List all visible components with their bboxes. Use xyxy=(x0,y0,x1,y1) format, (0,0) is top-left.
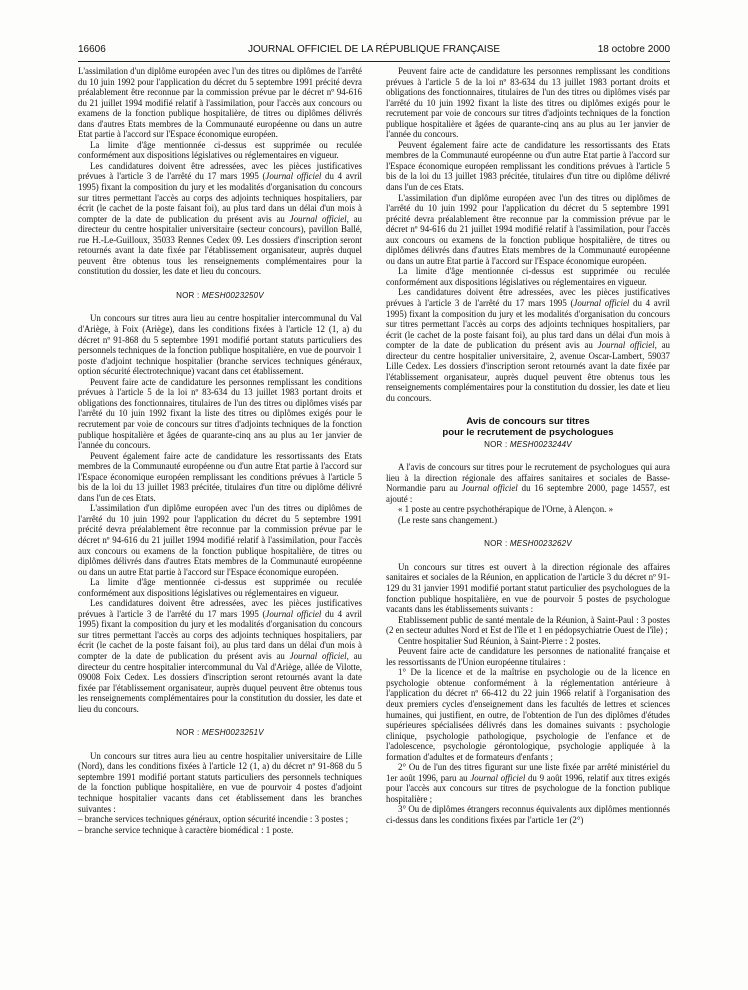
paragraph: (Le reste sans changement.) xyxy=(398,514,498,525)
right-column xyxy=(386,66,670,826)
paragraph: La limite d'âge mentionnée ci-dessus est supprimée ou reculée conformément aux dispositions législatives ou réglementaires en vigueur. xyxy=(78,577,362,598)
paragraph: Peuvent faire acte de candidature les personnes remplissant les conditions prévues à l'article 5 de la loi nº 83-634 du 13 juillet 1983 portant droits et obligations des fonctionnaires, titulaires de l'un des titres ou diplômes visés par l'arrêté du 10 juin 1992 fixant la liste des titres ou diplômes exigés pour le recrutement par voie de concours sur titres d'adjoints techniques de la fonction publique hospitalière et âgées de quarante-cinq ans au plus au 1er janvier de l'année du concours. xyxy=(78,376,362,451)
paragraph: Peuvent faire acte de candidature les personnes remplissant les conditions prévues à l'article 5 de la loi nº 83-634 du 13 juillet 1983 portant droits et obligations des fonctionnaires, titulaires de l'un des titres ou diplômes visés par l'arrêté du 10 juin 1992 fixant la liste des titres ou diplômes exigés pour le recrutement par voie de concours sur titres d'adjoints techniques de la fonction publique hospitalière et âgées de quarante-cinq ans au plus au 1er janvier de l'année du concours. xyxy=(386,66,670,140)
nor-reference: NOR : MESH0023262V xyxy=(484,539,572,549)
paragraph: L'assimilation d'un diplôme européen avec l'un des titres ou diplômes de l'arrêté du 10 juin 1992 pour l'application du décret du 5 septembre 1991 précité devra préalablement être reconnue par la commission prévue par le décret nº 94-616 du 21 juillet 1994 modifié relatif à l'assimilation, pour l'accès aux concours ou examens de la fonction publique hospitalière, de titres ou diplômes délivrés dans d'autres Etats membres de la Communauté européenne ou dans un autre Etat partie à l'accord sur l'Espace économique européen. xyxy=(386,192,670,266)
paragraph: Peuvent faire acte de candidature les personnes de nationalité française et les ressortissants de l'Union européenne titulaires : xyxy=(386,646,670,667)
journal-title: JOURNAL OFFICIEL DE LA RÉPUBLIQUE FRANÇAISE xyxy=(247,44,501,55)
header-rule xyxy=(78,61,670,62)
paragraph: L'assimilation d'un diplôme européen avec l'un des titres ou diplômes de l'arrêté du 10 juin 1992 pour l'application du décret du 5 septembre 1991 précité devra préalablement être reconnue par la commission prévue par le décret nº 94-616 du 21 juillet 1994 modifié relatif à l'assimilation, pour l'accès aux concours ou examens de la fonction publique hospitalière, de titres ou diplômes délivrés dans d'autres Etats membres de la Communauté européenne ou dans un autre Etat partie à l'accord sur l'Espace économique européen. xyxy=(78,503,362,577)
paragraph: 2° Ou de l'un des titres figurant sur une liste fixée par arrêté ministériel du 1er août 1996, paru au Journal officiel du 9 août 1996, relatif aux titres exigés pour l'accès aux concours sur titres de psychologue de la fonction publique hospitalière ; xyxy=(386,762,670,804)
publication-date: 18 octobre 2000 xyxy=(597,44,670,55)
paragraph: Les candidatures doivent être adressées, avec les pièces justificatives prévues à l'article 3 de l'arrêté du 17 mars 1995 (Journal officiel du 4 avril 1995) fixant la composition du jury et les modalités d'organisation du concours sur titres permettant l'accès au corps des adjoints techniques hospitaliers, par écrit (le cachet de la poste faisant foi), au plus tard dans un délai d'un mois à compter de la date de publication du présent avis au Journal officiel, au directeur du centre hospitalier intercommunal du Val d'Ariège, allée de Vilotte, 09008 Foix Cedex. Les dossiers d'inscription seront retournés avant la date fixée par l'établissement organisateur, auprès duquel peuvent être obtenus tous les renseignements complémentaires pour la constitution du dossier, les date et lieu du concours. xyxy=(78,598,363,714)
paragraph: Centre hospitalier Sud Réunion, à Saint-Pierre : 2 postes. xyxy=(398,635,601,646)
nor-reference: NOR : MESH0023251V xyxy=(176,728,264,738)
paragraph: Les candidatures doivent être adressées, avec les pièces justificatives prévues à l'article 3 de l'arrêté du 17 mars 1995 (Journal officiel du 4 avril 1995) fixant la composition du jury et les modalités d'organisation du concours sur titres permettant l'accès au corps des adjoints techniques hospitaliers, par écrit (le cachet de la poste faisant foi), au plus tard dans un délai d'un mois à compter de la date de publication du présent avis au Journal officiel, au directeur du centre hospitalier universitaire, 2, avenue Oscar-Lambert, 59037 Lille Cedex. Les dossiers d'inscription seront retournés avant la date fixée par l'établissement organisateur, auprès duquel peuvent être obtenus tous les renseignements complémentaires pour la constitution du dossier, les date et lieu du concours. xyxy=(386,287,671,403)
page-number: 16606 xyxy=(78,44,106,55)
nor-reference: NOR : MESH0023250V xyxy=(176,290,264,300)
paragraph: Un concours sur titres aura lieu au centre hospitalier universitaire de Lille (Nord), dans les conditions fixées à l'article 12 (1, a) du décret nº 91-868 du 5 septembre 1991 modifié portant statuts particuliers des personnels techniques de la fonction publique hospitalière, en vue de pourvoir 4 postes d'adjoint technique hospitalier vacants dans cet établissement dans les branches suivantes : xyxy=(78,750,362,814)
paragraph: A l'avis de concours sur titres pour le recrutement de psychologues qui aura lieu à la direction régionale des affaires sanitaires et sociales de Basse-Normandie paru au Journal officiel du 16 septembre 2000, page 14557, est ajouté : xyxy=(386,462,670,504)
paragraph: « 1 poste au centre psychothérapique de l'Orne, à Alençon. » xyxy=(398,504,614,515)
paragraph: La limite d'âge mentionnée ci-dessus est supprimée ou reculée conformément aux dispositions législatives ou réglementaires en vigueur. xyxy=(386,266,670,287)
paragraph: 1° De la licence et de la maîtrise en psychologie ou de la licence en psychologie obtenue conformément à la réglementation antérieure à l'application du décret nº 66-412 du 22 juin 1966 relatif à l'organisation des deux premiers cycles d'enseignement dans les facultés de lettres et sciences humaines, qui justifient, en outre, de l'obtention de l'un des diplômes d'études supérieures spécialisées délivrés dans les domaines suivants : psychologie clinique, psychologie pathologique, psychologie de l'enfance et de l'adolescence, psychologie gérontologique, psychologie appliquée à la formation d'adultes et de formateurs d'enfants ; xyxy=(386,667,670,762)
paragraph: L'assimilation d'un diplôme européen avec l'un des titres ou diplômes de l'arrêté du 10 juin 1992 pour l'application du décret du 5 septembre 1991 précité devra préalablement être reconnue par la commission prévue par le décret nº 94-616 du 21 juillet 1994 modifié relatif à l'assimilation, pour l'accès aux concours ou examens de la fonction publique hospitalière, de titres ou diplômes délivrés dans d'autres Etats membres de la Communauté européenne ou dans un autre Etat partie à l'accord sur l'Espace économique européen. xyxy=(78,66,362,140)
paragraph: Peuvent également faire acte de candidature les ressortissants des Etats membres de la Communauté européenne ou d'un autre Etat partie à l'accord sur l'Espace économique européen remplissant les conditions prévues à l'article 5 bis de la loi du 13 juillet 1983 précitée, titulaires d'un titre ou diplôme délivré dans l'un de ces Etats. xyxy=(386,139,670,193)
paragraph: Un concours sur titres est ouvert à la direction régionale des affaires sanitaires et sociales de la Réunion, en application de l'article 3 du décret nº 91-129 du 31 janvier 1991 modifié portant statut particulier des psychologues de la fonction publique hospitalière, en vue de pourvoir 5 postes de psychologue vacants dans les établissements suivants : xyxy=(386,561,670,615)
paragraph: La limite d'âge mentionnée ci-dessus est supprimée ou reculée conformément aux dispositions législatives ou réglementaires en vigueur. xyxy=(78,139,362,161)
paragraph: 3° Ou de diplômes étrangers reconnus équivalents aux diplômes mentionnés ci-dessus dans les conditions fixées par l'article 1er (2°) xyxy=(386,804,670,825)
paragraph: Les candidatures doivent être adressées, avec les pièces justificatives prévues à l'article 3 de l'arrêté du 17 mars 1995 (Journal officiel du 4 avril 1995) fixant la composition du jury et les modalités d'organisation du concours sur titres permettant l'accès au corps des adjoints techniques hospitaliers, par écrit (le cachet de la poste faisant foi), au plus tard dans un délai d'un mois à compter de la date de publication du présent avis au Journal officiel, au directeur du centre hospitalier universitaire (secteur concours), pavillon Ballé, rue H.-Le-Guilloux, 35033 Rennes Cedex 09. Les dossiers d'inscription seront retournés avant la date fixée par l'établissement organisateur, auprès duquel peuvent être obtenus tous les renseignements complémentaires pour la constitution du dossier, les date et lieu du concours. xyxy=(78,160,363,277)
list-item: – branche service technique à caractère biomédical : 1 poste. xyxy=(78,824,294,835)
page-header xyxy=(78,44,670,58)
section-title: Avis de concours sur titres pour le recrutement de psychologues xyxy=(442,415,614,438)
paragraph: Un concours sur titres aura lieu au centre hospitalier intercommunal du Val d'Ariège, à Foix (Ariège), dans les conditions fixées à l'article 12 (1, a) du décret nº 91-868 du 5 septembre 1991 modifié portant statuts particuliers des personnels techniques de la fonction publique hospitalière, en vue de pourvoir 1 poste d'adjoint technique hospitalier (branche services techniques généraux, option sécurité électrotechnique) vacant dans cet établissement. xyxy=(78,313,362,377)
paragraph: Etablissement public de santé mentale de la Réunion, à Saint-Paul : 3 postes (2 en secteur adultes Nord et Est de l'île et 1 en pédopsychiatrie Ouest de l'île) ; xyxy=(386,614,670,636)
left-column xyxy=(78,66,362,835)
nor-reference: NOR : MESH0023244V xyxy=(484,439,572,449)
list-item: – branche services techniques généraux, option sécurité incendie : 3 postes ; xyxy=(78,814,349,825)
paragraph: Peuvent également faire acte de candidature les ressortissants des Etats membres de la Communauté européenne ou d'un autre Etat partie à l'accord sur l'Espace économique européen remplissant les conditions prévues à l'article 5 bis de la loi du 13 juillet 1983 précitée, titulaires d'un titre ou diplôme délivré dans l'un de ces Etats. xyxy=(78,450,362,503)
